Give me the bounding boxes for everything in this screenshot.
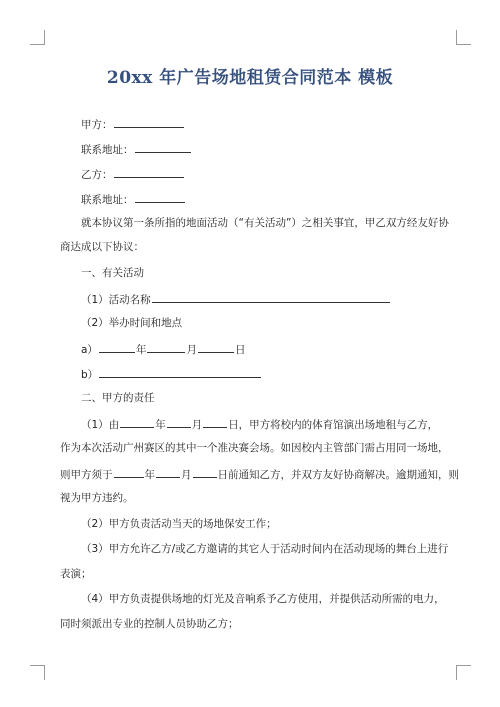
clause-suffix: 日，甲方将校内的体育馆演出场地租与乙方， [228,419,439,431]
clause-line: 同时须派出专业的控制人员协助乙方； [60,618,239,630]
month-label: 月 [186,344,197,356]
clause-line: （2）甲方负责活动当天的场地保安工作； [81,518,277,530]
clause-suffix: 日前通知乙方，并双方友好协商解决。逾期通知，则 [217,469,459,481]
year-blank[interactable] [99,341,135,353]
day-blank[interactable] [193,466,217,478]
party-b-address-label: 联系地址： [81,194,134,206]
page-corner-mark [30,665,45,680]
section-heading: 二、甲方的责任 [81,392,155,404]
year-label: 年 [135,344,147,356]
party-a-address-line [81,141,192,157]
place-line [81,366,262,382]
party-b-address-blank[interactable] [135,191,185,203]
section-heading: 一、有关活动 [81,267,144,279]
month-blank[interactable] [147,341,185,353]
intro-paragraph-line: 商达成以下协议： [60,241,144,253]
date-line [81,341,245,357]
month-label: 月 [191,419,203,431]
place-b-label: b） [81,369,99,381]
party-a-address-label: 联系地址： [81,144,134,156]
clause-line [60,466,459,482]
page-corner-mark [456,665,471,680]
party-b-line [81,166,185,182]
page-corner-mark [456,30,471,45]
month-blank[interactable] [167,416,191,428]
clause-prefix: （1）由 [81,419,120,431]
time-place-heading: （2）举办时间和地点 [81,317,183,329]
month-blank[interactable] [156,466,180,478]
clause-line [81,416,438,432]
party-a-label: 甲方： [81,119,113,131]
activity-name-blank[interactable] [152,291,390,303]
clause-line: （4）甲方负责提供场地的灯光及音响系予乙方使用，并提供活动所需的电力， [81,593,445,605]
year-label: 年 [155,419,166,431]
document-title: 20xx 年广告场地租赁合同范本 模板 [106,68,394,88]
activity-name-label: （1）活动名称 [81,294,151,306]
party-a-address-blank[interactable] [135,141,191,153]
clause-line: 作为本次活动广州赛区的其中一个准决赛会场。如因校内主管部门需占用同一场地， [60,442,449,454]
day-blank[interactable] [203,416,227,428]
activity-name-line [81,291,391,307]
place-blank[interactable] [99,366,261,378]
year-blank[interactable] [114,466,144,478]
clause-line: （3）甲方允许乙方/或乙方邀请的其它人于活动时间内在活动现场的舞台上进行 [81,543,449,555]
party-a-line [81,116,185,132]
party-b-label: 乙方： [81,169,113,181]
intro-paragraph-line: 就本协议第一条所指的地面活动（“有关活动”）之相关事宜，甲乙双方经友好协 [81,217,449,229]
party-b-blank[interactable] [114,166,184,178]
clause-prefix: 则甲方须于 [60,469,113,481]
year-blank[interactable] [120,416,154,428]
party-a-blank[interactable] [114,116,184,128]
party-b-address-line [81,191,186,207]
clause-line: 视为甲方违约。 [60,492,134,504]
day-label: 日 [234,344,246,356]
month-label: 月 [181,469,192,481]
year-label: 年 [144,469,155,481]
clause-line: 表演； [60,568,92,580]
date-a-label: a） [81,344,98,356]
day-blank[interactable] [198,341,234,353]
page-corner-mark [30,30,45,45]
